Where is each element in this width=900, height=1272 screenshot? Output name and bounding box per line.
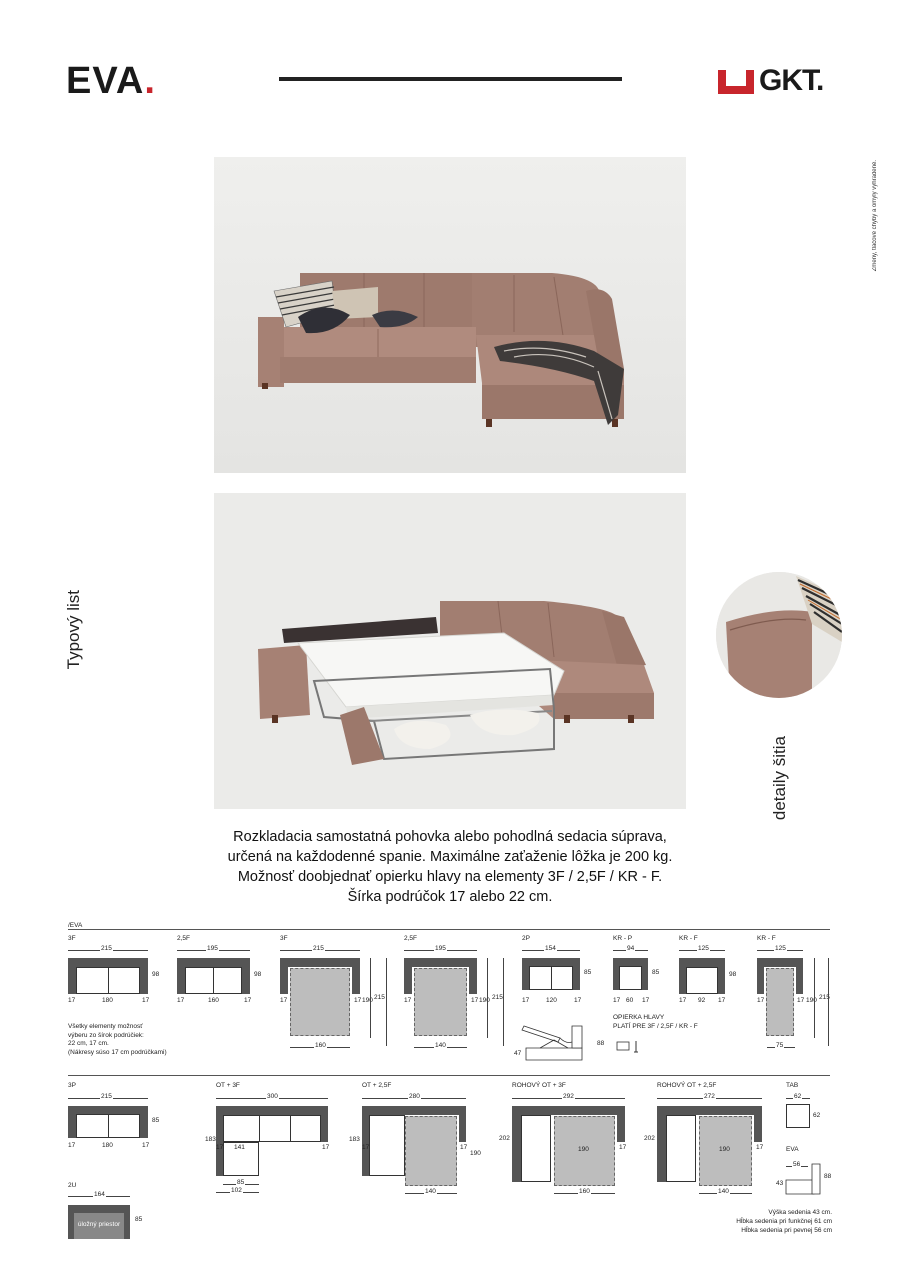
element-2u-label: 2U [68,1182,77,1189]
dim-sub2: 102 [231,1187,242,1194]
section-label: /EVA [68,922,83,929]
element-krf-drawing [679,958,725,994]
dim-line [487,958,488,1038]
dim-bed: 160 [579,1188,590,1195]
product-description [190,827,710,907]
note-line: OPIERKA HLAVY [613,1014,665,1021]
dim-right: 17 [797,997,805,1004]
dim-left: 17 [216,1144,224,1151]
dim-h1: 43 [776,1180,784,1187]
dim-width: 125 [775,945,786,952]
dim-line [386,958,387,1046]
storage-label: úložný priestor [77,1221,121,1228]
brand-dot: . [144,60,156,102]
dim-right: 17 [142,997,150,1004]
dim-right: 17 [244,997,252,1004]
bed-3f-label: 3F [280,935,288,942]
dim-right: 17 [460,1144,468,1151]
dim-right: 17 [642,997,650,1004]
dim-depth: 183 [205,1136,216,1143]
dim-bed: 75 [776,1042,784,1049]
footer-note: Hĺbka sedenia pri pevnej 56 cm [741,1227,832,1234]
dim-sub1: 85 [237,1179,245,1186]
dim-width: 94 [627,945,635,952]
dim-h2: 88 [824,1173,832,1180]
dim-bed-depth: 190 [719,1146,730,1153]
dim-width: 215 [101,945,112,952]
section-divider [68,929,830,930]
element-ot25f-label: OT + 2,5F [362,1082,392,1089]
element-3f-drawing [68,958,148,994]
element-eva-side-drawing [784,1162,824,1196]
element-2p-label: 2P [522,935,530,942]
sofa-side-view-drawing [520,1018,596,1064]
dim-inner: 60 [626,997,634,1004]
element-ot3f-label: OT + 3F [216,1082,240,1089]
logo-mark-icon [716,66,756,96]
dim-left: 17 [757,997,765,1004]
row-divider [68,1075,830,1076]
headrest-note [613,1014,698,1031]
dim-inner: 180 [102,1142,113,1149]
dim-left: 17 [613,997,621,1004]
bed-3f-drawing [280,958,360,1038]
dim-side-h1: 47 [514,1050,522,1057]
seat-dimension-notes [640,1208,832,1235]
dim-inner: 120 [546,997,557,1004]
dim-line [814,958,815,1038]
element-ot25f-drawing [362,1106,466,1186]
dim-depth: 85 [652,969,660,976]
element-tab-drawing [786,1104,810,1128]
dim-depth: 202 [499,1135,510,1142]
element-krp-label: KR - P [613,935,633,942]
stitching-detail-photo [716,572,842,698]
dim-depth: 85 [584,969,592,976]
bed-krf-label: KR - F [757,935,776,942]
dim-depth: 183 [349,1136,360,1143]
dim-inner: 141 [234,1144,245,1151]
dim-d1: 190 [479,997,490,1004]
dim-width: 56 [793,1161,801,1168]
armrest-note [68,1023,167,1057]
element-2u-drawing [68,1205,130,1239]
dim-right: 17 [322,1144,330,1151]
dim-right: 17 [619,1144,627,1151]
dim-width: 164 [94,1191,105,1198]
dim-left: 17 [522,997,530,1004]
dim-left: 17 [68,1142,76,1149]
dim-d2: 215 [492,994,503,1001]
header-divider [279,77,622,81]
dim-inner: 92 [698,997,706,1004]
element-r3f-drawing [512,1106,625,1186]
element-3p-label: 3P [68,1082,76,1089]
dim-width: 195 [435,945,446,952]
dim-depth: 98 [254,971,262,978]
brand-title [66,60,156,103]
dim-depth: 85 [152,1117,160,1124]
note-line: 22 cm, 17 cm. [68,1040,109,1047]
dim-depth: 202 [644,1135,655,1142]
note-line: výberu zo šírok podrúčiek: [68,1031,144,1039]
dim-width: 272 [704,1093,715,1100]
element-25f-drawing [177,958,250,994]
dim-d1: 190 [362,997,373,1004]
dim-line [503,958,504,1046]
bed-25f-drawing [404,958,477,1038]
detail-stitching-label: detaily šitia [770,736,789,821]
bed-25f-label: 2,5F [404,935,418,942]
logo-text: GKT. [759,64,824,97]
headrest-icon [616,1040,642,1056]
dim-left: 17 [362,1144,370,1151]
description-line: určená na každodenné spanie. Maximálne zaťaženie lôžka je 200 kg. [227,849,673,865]
dim-width: 215 [101,1093,112,1100]
gkt-logo [716,64,823,98]
dim-line [370,958,371,1038]
dim-d1: 190 [806,997,817,1004]
note-line: PLATÍ PRE 3F / 2,5F / KR - F [613,1022,698,1030]
dim-bed: 160 [315,1042,326,1049]
dim-left: 17 [68,997,76,1004]
dim-inner: 160 [208,997,219,1004]
dim-bed: 140 [425,1188,436,1195]
element-25f-label: 2,5F [177,935,191,942]
element-3p-drawing [68,1106,148,1138]
disclaimer-note: Zmeny, tlačové chyby a omyly vyhradené. [872,160,878,272]
element-r3f-label: ROHOVÝ OT + 3F [512,1082,566,1089]
dim-d1: 190 [470,1150,481,1157]
dim-d2: 215 [819,994,830,1001]
element-3f-label: 3F [68,935,76,942]
element-ot3f-drawing [216,1106,328,1176]
dim-depth: 85 [135,1216,143,1223]
description-line: Šírka podrúčok 17 alebo 22 cm. [347,889,553,905]
dim-right: 17 [471,997,479,1004]
dim-right: 17 [756,1144,764,1151]
dim-inner: 180 [102,997,113,1004]
element-2p-drawing [522,958,580,990]
note-line: Všetky elementy možnosť [68,1023,143,1030]
dim-right: 17 [142,1142,150,1149]
dim-bed-depth: 190 [578,1146,589,1153]
dim-bed: 140 [718,1188,729,1195]
description-line: Rozkladacia samostatná pohovka alebo pohodlná sedacia súprava, [233,829,667,845]
element-krf-label: KR - F [679,935,698,942]
dim-right: 17 [718,997,726,1004]
dim-width: 154 [545,945,556,952]
dim-bed: 140 [435,1042,446,1049]
dim-depth: 98 [729,971,737,978]
element-krp-drawing [613,958,648,990]
dim-width: 280 [409,1093,420,1100]
dim-width: 215 [313,945,324,952]
dim-d2: 215 [374,994,385,1001]
brand-name: EVA [66,60,145,102]
dim-line [828,958,829,1046]
product-photo-closed [214,157,686,473]
dim-side-h2: 88 [597,1040,605,1047]
dim-depth: 98 [152,971,160,978]
dim-width: 62 [794,1093,802,1100]
note-line: (Nákresy súso 17 cm podrúčkami) [68,1048,167,1056]
dim-left: 17 [679,997,687,1004]
typovy-list-label: Typový list [64,590,83,670]
element-eva-label: EVA [786,1146,799,1153]
dim-right: 17 [574,997,582,1004]
product-photo-open-bed [214,493,686,809]
element-tab-label: TAB [786,1082,799,1089]
dim-depth: 62 [813,1112,821,1119]
element-r25f-drawing [657,1106,762,1186]
dim-left: 17 [404,997,412,1004]
dim-width: 125 [698,945,709,952]
dim-width: 195 [207,945,218,952]
dim-right: 17 [354,997,362,1004]
element-r25f-label: ROHOVÝ OT + 2,5F [657,1082,717,1089]
dim-width: 300 [267,1093,278,1100]
dim-left: 17 [280,997,288,1004]
description-line: Možnosť doobjednať opierku hlavy na elementy 3F / 2,5F / KR - F. [237,869,663,885]
footer-note: Výška sedenia 43 cm. [768,1209,832,1216]
dim-width: 292 [563,1093,574,1100]
footer-note: Hĺbka sedenia pri funkčnej 61 cm [736,1218,832,1225]
dim-left: 17 [177,997,185,1004]
